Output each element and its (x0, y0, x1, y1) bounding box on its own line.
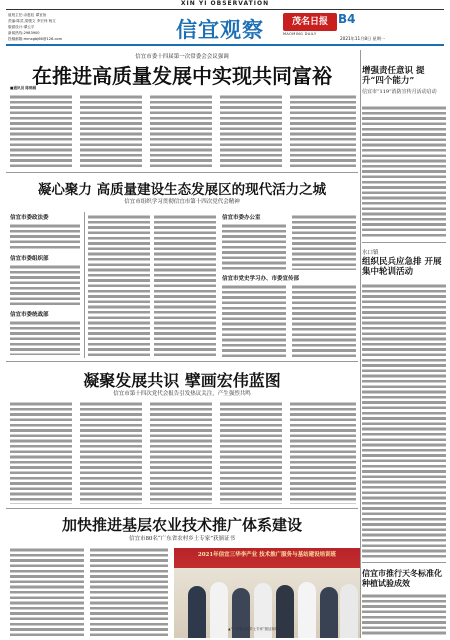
column-title: 信宜市委办公室 (222, 215, 261, 221)
person-figure (340, 584, 358, 638)
editor-line: 投稿邮箱:mmxgbj66@126.com (8, 37, 63, 41)
editor-line: 值班主任:余惠虹 谭宜怡 (8, 13, 47, 17)
column-title: 信宜市委组织部 (10, 256, 49, 262)
third-text-col (80, 400, 142, 504)
person-figure (298, 582, 316, 638)
issue-date: 2021年11月8日 星期一 (340, 36, 386, 41)
column-text (10, 319, 80, 355)
header-band (6, 44, 444, 46)
lead-text-col (220, 93, 282, 169)
lead-text-col (10, 93, 72, 169)
column-text (154, 213, 216, 357)
editors-block (8, 12, 158, 42)
column-title: 信宜市委统战部 (10, 312, 49, 318)
editor-line: 新闻热线:2983900 (8, 31, 40, 35)
column-text (222, 222, 286, 270)
third-text-col (290, 400, 356, 504)
event-photo (174, 548, 360, 638)
divider (360, 50, 361, 638)
second-headline: 凝心聚力 高质量建设生态发展区的现代活力之城 (37, 182, 327, 198)
photo-caption: ▲“广东省农村乡土专家”颁证现场。 (228, 627, 282, 631)
divider (6, 361, 358, 362)
column-text (222, 283, 286, 357)
lead-byline: ■通讯员 陈锦娟 (10, 86, 37, 90)
fourth-text-col (10, 546, 84, 636)
newspaper-logo: 茂名日报 (283, 13, 337, 31)
lead-kicker: 信宜市委十四届第一次常委会会议强调 (135, 54, 229, 60)
third-text-col (220, 400, 282, 504)
editor-line: 责编:陈武,梁骏文 李宏炜 杨文 (8, 19, 56, 23)
lead-headline: 在推进高质量发展中实现共同富裕 (32, 64, 332, 88)
third-text-col (150, 400, 212, 504)
right-kicker: 信宜市“119”消防宣传月活动启动 (362, 89, 437, 95)
lead-text-col (150, 93, 212, 169)
right-text (362, 592, 446, 636)
divider (6, 9, 444, 10)
divider (362, 242, 446, 243)
fourth-headline: 加快推进基层农业技术推广体系建设 (61, 516, 302, 534)
divider (6, 508, 358, 509)
logo-subtitle: MAOMING DAILY (283, 32, 317, 36)
column-text (292, 283, 356, 357)
lead-text-col (290, 93, 356, 169)
person-figure (210, 582, 228, 638)
right-text (362, 104, 446, 238)
second-kicker: 信宜市组织学习贯彻信宜市第十四次党代会精神 (124, 199, 240, 205)
third-text-col (10, 400, 72, 504)
column-title: 信宜市委政法委 (10, 215, 49, 221)
right-subhead: 水口镇 (362, 250, 379, 256)
right-headline: 组织民兵应急排 开展集中轮训活动 (362, 257, 442, 277)
person-figure (320, 587, 338, 638)
divider (362, 562, 446, 563)
column-text (88, 213, 150, 357)
photo-banner: 2021年信宜三华李产业 技术推广服务与基站建设培训班 (197, 552, 337, 558)
column-text (10, 222, 80, 250)
person-figure (188, 586, 206, 638)
third-kicker: 信宜市第十四次党代会报告引发热议关注，产生强烈共鸣 (113, 391, 251, 397)
divider (6, 172, 358, 173)
column-title: 信宜市党史学习办、市委宣传部 (222, 276, 300, 282)
fourth-text-col (90, 546, 168, 636)
fourth-kicker: 信宜市80名“广东省农村乡土专家”获颁证书 (128, 536, 236, 542)
divider (84, 212, 85, 358)
editor-line: 版面设计:谭云平 (8, 25, 35, 29)
section-title: 信宜观察 (176, 17, 264, 42)
column-text (10, 263, 80, 305)
third-headline: 凝聚发展共识 擘画宏伟蓝图 (83, 371, 281, 390)
right-text (362, 282, 446, 558)
masthead-top: XIN YI OBSERVATION (180, 0, 270, 7)
column-text (292, 213, 356, 270)
right-headline: 增强责任意识 提升“四个能力” (362, 66, 425, 86)
lead-text-col (80, 93, 142, 169)
page-number: B4 (338, 12, 356, 26)
right-headline: 信宜市推行天冬标准化种植试验成效 (362, 568, 442, 588)
